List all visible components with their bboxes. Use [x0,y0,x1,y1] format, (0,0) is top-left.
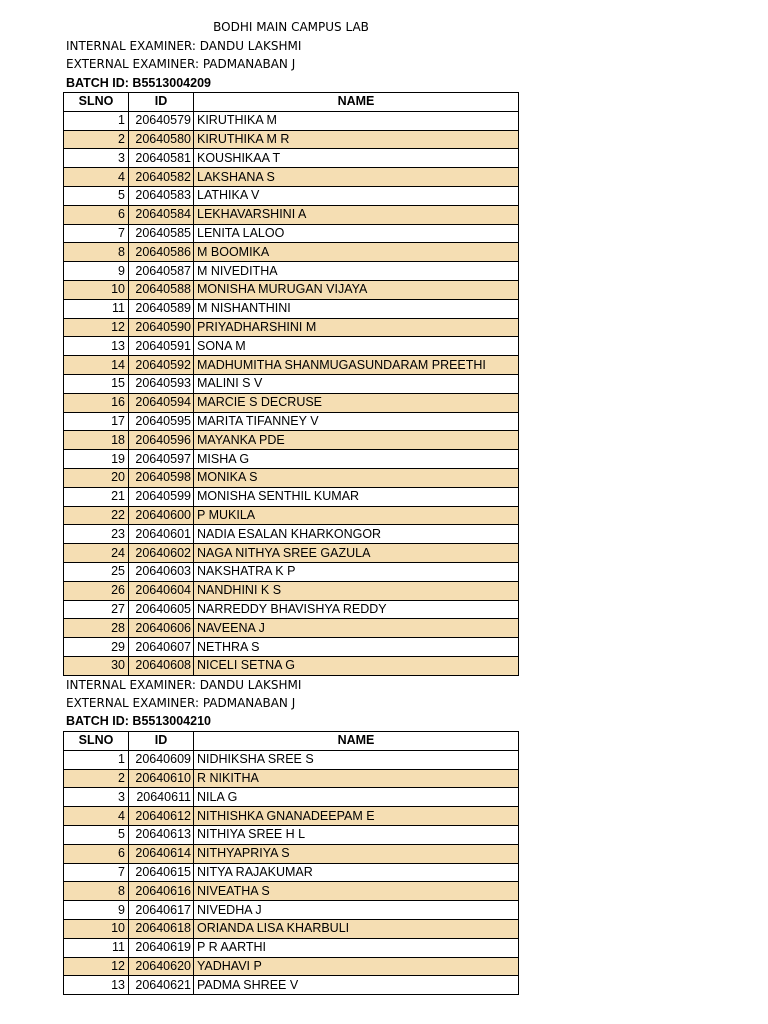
cell-name: P MUKILA [194,506,519,525]
cell-id: 20640617 [129,901,194,920]
cell-slno: 10 [64,919,129,938]
cell-name: NILA G [194,788,519,807]
cell-id: 20640580 [129,130,194,149]
cell-id: 20640593 [129,374,194,393]
external-examiner-1: EXTERNAL EXAMINER: PADMANABAN J [66,57,296,71]
cell-name: NIDHIKSHA SREE S [194,750,519,769]
cell-slno: 10 [64,280,129,299]
cell-id: 20640619 [129,938,194,957]
cell-id: 20640611 [129,788,194,807]
cell-name: MARCIE S DECRUSE [194,393,519,412]
cell-name: NIVEDHA J [194,901,519,920]
table-row [64,111,519,130]
cell-name: ORIANDA LISA KHARBULI [194,919,519,938]
table-row [64,412,519,431]
cell-slno: 22 [64,506,129,525]
cell-slno: 2 [64,769,129,788]
table-row [64,562,519,581]
cell-name: NIVEATHA S [194,882,519,901]
cell-slno: 21 [64,487,129,506]
cell-id: 20640594 [129,393,194,412]
cell-id: 20640585 [129,224,194,243]
cell-slno: 4 [64,168,129,187]
batch-table-2 [63,731,519,995]
table-row [64,243,519,262]
cell-name: NICELI SETNA G [194,656,519,675]
cell-name: MADHUMITHA SHANMUGASUNDARAM PREETHI [194,356,519,375]
cell-slno: 14 [64,356,129,375]
cell-name: LAKSHANA S [194,168,519,187]
cell-name: NITHYAPRIYA S [194,844,519,863]
cell-name: MALINI S V [194,374,519,393]
cell-id: 20640608 [129,656,194,675]
table-row [64,393,519,412]
cell-id: 20640600 [129,506,194,525]
cell-name: LEKHAVARSHINI A [194,205,519,224]
table-row [64,882,519,901]
table-row [64,337,519,356]
cell-slno: 12 [64,318,129,337]
cell-slno: 2 [64,130,129,149]
cell-id: 20640610 [129,769,194,788]
external-examiner-2: EXTERNAL EXAMINER: PADMANABAN J [66,696,296,710]
table-row [64,769,519,788]
cell-id: 20640592 [129,356,194,375]
cell-slno: 18 [64,431,129,450]
table-row [64,168,519,187]
table-row [64,262,519,281]
table-row [64,656,519,675]
cell-name: NANDHINI K S [194,581,519,600]
table-row [64,957,519,976]
cell-name: NITHISHKA GNANADEEPAM E [194,807,519,826]
cell-name: KIRUTHIKA M [194,111,519,130]
batch-rows-1 [64,111,519,675]
table-row [64,825,519,844]
lab-title: BODHI MAIN CAMPUS LAB [213,20,369,34]
cell-slno: 25 [64,562,129,581]
cell-name: MONIKA S [194,468,519,487]
cell-name: M NISHANTHINI [194,299,519,318]
cell-id: 20640587 [129,262,194,281]
table-row [64,844,519,863]
cell-id: 20640595 [129,412,194,431]
cell-slno: 3 [64,149,129,168]
table-row [64,186,519,205]
cell-name: NARREDDY BHAVISHYA REDDY [194,600,519,619]
cell-id: 20640616 [129,882,194,901]
cell-id: 20640591 [129,337,194,356]
batch-rows-2 [64,750,519,994]
table-row [64,468,519,487]
cell-slno: 11 [64,938,129,957]
cell-name: NAGA NITHYA SREE GAZULA [194,544,519,563]
table-row [64,938,519,957]
table-header-row [64,732,519,751]
header-id: ID [129,732,194,751]
table-header-row [64,93,519,112]
header-name: NAME [194,732,519,751]
header-slno: SLNO [64,93,129,112]
cell-slno: 26 [64,581,129,600]
cell-slno: 24 [64,544,129,563]
cell-id: 20640579 [129,111,194,130]
cell-id: 20640615 [129,863,194,882]
cell-name: PADMA SHREE V [194,976,519,995]
cell-slno: 20 [64,468,129,487]
table-row [64,638,519,657]
table-row [64,280,519,299]
table-row [64,356,519,375]
cell-slno: 13 [64,976,129,995]
table-row [64,919,519,938]
cell-name: MARITA TIFANNEY V [194,412,519,431]
cell-name: R NIKITHA [194,769,519,788]
cell-slno: 30 [64,656,129,675]
cell-slno: 7 [64,863,129,882]
cell-id: 20640598 [129,468,194,487]
cell-id: 20640614 [129,844,194,863]
cell-slno: 7 [64,224,129,243]
table-row [64,750,519,769]
cell-name: PRIYADHARSHINI M [194,318,519,337]
batch-id-2: BATCH ID: B5513004210 [66,714,211,728]
cell-slno: 9 [64,901,129,920]
table-row [64,619,519,638]
cell-name: LENITA LALOO [194,224,519,243]
cell-slno: 6 [64,205,129,224]
header-id: ID [129,93,194,112]
cell-name: YADHAVI P [194,957,519,976]
cell-id: 20640612 [129,807,194,826]
cell-name: NADIA ESALAN KHARKONGOR [194,525,519,544]
table-row [64,205,519,224]
cell-slno: 1 [64,750,129,769]
cell-name: NITHIYA SREE H L [194,825,519,844]
cell-slno: 5 [64,825,129,844]
table-row [64,149,519,168]
cell-slno: 19 [64,450,129,469]
cell-id: 20640596 [129,431,194,450]
table-row [64,130,519,149]
cell-slno: 17 [64,412,129,431]
cell-slno: 12 [64,957,129,976]
cell-name: MISHA G [194,450,519,469]
cell-id: 20640583 [129,186,194,205]
cell-id: 20640607 [129,638,194,657]
table-row [64,544,519,563]
cell-slno: 13 [64,337,129,356]
cell-name: MAYANKA PDE [194,431,519,450]
cell-id: 20640606 [129,619,194,638]
cell-slno: 9 [64,262,129,281]
cell-name: M NIVEDITHA [194,262,519,281]
cell-slno: 1 [64,111,129,130]
cell-name: MONISHA SENTHIL KUMAR [194,487,519,506]
cell-id: 20640605 [129,600,194,619]
batch-table-1 [63,92,519,676]
table-row [64,487,519,506]
cell-name: M BOOMIKA [194,243,519,262]
table-row [64,600,519,619]
cell-id: 20640597 [129,450,194,469]
cell-id: 20640588 [129,280,194,299]
cell-name: P R AARTHI [194,938,519,957]
table-row [64,224,519,243]
cell-name: SONA M [194,337,519,356]
internal-examiner-1: INTERNAL EXAMINER: DANDU LAKSHMI [66,39,302,53]
header-slno: SLNO [64,732,129,751]
cell-slno: 4 [64,807,129,826]
cell-id: 20640602 [129,544,194,563]
cell-id: 20640618 [129,919,194,938]
cell-name: KOUSHIKAA T [194,149,519,168]
cell-name: KIRUTHIKA M R [194,130,519,149]
table-row [64,318,519,337]
cell-slno: 28 [64,619,129,638]
cell-id: 20640581 [129,149,194,168]
internal-examiner-2: INTERNAL EXAMINER: DANDU LAKSHMI [66,678,302,692]
cell-id: 20640604 [129,581,194,600]
cell-slno: 16 [64,393,129,412]
table-row [64,299,519,318]
cell-name: NETHRA S [194,638,519,657]
cell-slno: 3 [64,788,129,807]
cell-slno: 27 [64,600,129,619]
table-row [64,450,519,469]
table-row [64,807,519,826]
cell-id: 20640609 [129,750,194,769]
cell-id: 20640584 [129,205,194,224]
cell-slno: 11 [64,299,129,318]
cell-name: NAVEENA J [194,619,519,638]
cell-id: 20640589 [129,299,194,318]
cell-slno: 29 [64,638,129,657]
cell-slno: 8 [64,243,129,262]
cell-slno: 6 [64,844,129,863]
table-row [64,506,519,525]
cell-slno: 15 [64,374,129,393]
batch-id-1: BATCH ID: B5513004209 [66,76,211,90]
cell-id: 20640586 [129,243,194,262]
cell-slno: 5 [64,186,129,205]
table-row [64,863,519,882]
table-row [64,788,519,807]
cell-name: MONISHA MURUGAN VIJAYA [194,280,519,299]
header-name: NAME [194,93,519,112]
table-row [64,431,519,450]
table-row [64,374,519,393]
table-row [64,581,519,600]
cell-slno: 8 [64,882,129,901]
cell-slno: 23 [64,525,129,544]
table-row [64,525,519,544]
cell-name: NAKSHATRA K P [194,562,519,581]
cell-id: 20640599 [129,487,194,506]
cell-id: 20640621 [129,976,194,995]
cell-id: 20640613 [129,825,194,844]
cell-id: 20640620 [129,957,194,976]
cell-id: 20640603 [129,562,194,581]
cell-id: 20640590 [129,318,194,337]
cell-name: NITYA RAJAKUMAR [194,863,519,882]
cell-name: LATHIKA V [194,186,519,205]
table-row [64,976,519,995]
cell-id: 20640582 [129,168,194,187]
table-row [64,901,519,920]
cell-id: 20640601 [129,525,194,544]
